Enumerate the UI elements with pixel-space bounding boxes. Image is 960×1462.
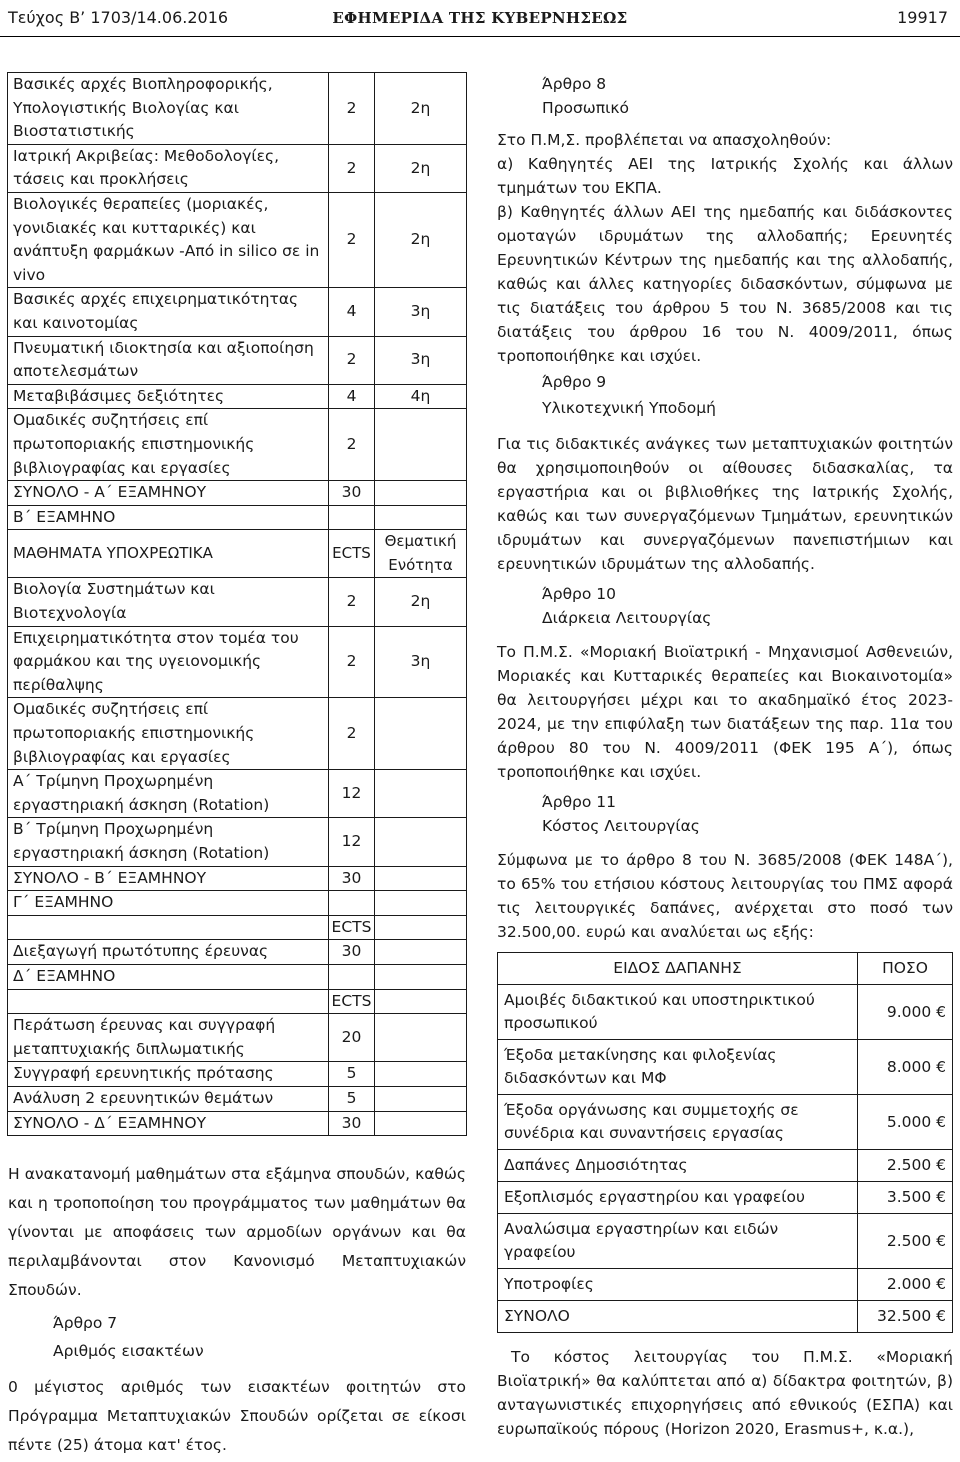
course-ects: 12 [329, 818, 375, 866]
column-header-ects: ECTS [329, 530, 375, 578]
empty-cell [329, 891, 375, 916]
semester-d-title: Δ΄ ΕΞΑΜΗΝΟ [8, 964, 329, 989]
empty-cell [8, 989, 329, 1014]
page-number: 19917 [897, 8, 948, 27]
course-ects: 30 [329, 1111, 375, 1136]
article9-subtitle: Υλικοτεχνική Υποδομή [542, 399, 716, 417]
course-row [8, 1062, 467, 1087]
semester-c-title-row [8, 891, 467, 916]
cost-header-amount: ΠΟΣΟ [858, 953, 953, 985]
article11-paragraph: Σύμφωνα με το άρθρο 8 του Ν. 3685/2008 (ΦΕΚ 148Α΄), το 65% του ετήσιου κόστους λειτουργίας του ΠΜΣ αφορά τις λειτουργικές δαπάνες, ανέρχεται στο ποσό των 32.500,00. ευρώ και αναλύεται ως εξής: [497, 851, 953, 941]
course-row [8, 866, 467, 891]
cost-row [498, 1182, 953, 1214]
semester-d-title-row [8, 964, 467, 989]
course-unit: 2η [375, 192, 467, 287]
empty-cell [375, 940, 467, 965]
cost-amount: 32.500 € [858, 1301, 953, 1333]
article10-paragraph: Το Π.Μ.Σ. «Μοριακή Βιοϊατρική - Μηχανισμοί Ασθενειών, Μοριακές και Κυτταρικές θεραπείες και Βιοκαινοτομία» θα λειτουργήσει μέχρι και το ακαδημαϊκό έτος 2023-2024, με την επιφύλαξη των διατάξεων της παρ. 11α του άρθρου 80 του Ν. 4009/2011 (ΦΕΚ 195 Α΄), όπως τροποποιήθηκε και ισχύει. [497, 643, 953, 781]
cost-type: Αναλώσιμα εργαστηρίων και ειδών γραφείου [498, 1214, 858, 1269]
course-row [8, 409, 467, 481]
course-unit: 2η [375, 578, 467, 626]
course-row [8, 578, 467, 626]
cost-amount: 5.000 € [858, 1095, 953, 1150]
article8-subtitle: Προσωπικό [542, 99, 629, 117]
article8-title: Άρθρο 8 [542, 75, 607, 93]
article8-item-b: β) Καθηγητές άλλων ΑΕΙ της ημεδαπής και διδάσκοντες ομοταγών ιδρυμάτων της αλλοδαπής; Ερευνητές Ερευνητικών Κέντρων της ημεδαπής και της αλλοδαπής, καθώς και άλλες κατηγορίες διδασκόντων, σύμφωνα με τις διατάξεις του άρθρου 5 του Ν. 3685/2008 και τις διατάξεις του άρθρου 16 του Ν. 4009/2011, όπως τροποποιήθηκε και ισχύει. [497, 203, 953, 365]
article10-subtitle: Διάρκεια Λειτουργίας [542, 609, 712, 627]
course-row [8, 481, 467, 506]
empty-cell [375, 505, 467, 530]
article11-subtitle: Κόστος Λειτουργίας [542, 817, 700, 835]
empty-cell [375, 1086, 467, 1111]
course-row [8, 1014, 467, 1062]
course-name: Διεξαγωγή πρωτότυπης έρευνας [8, 940, 329, 965]
course-row [8, 770, 467, 818]
course-row [8, 336, 467, 384]
course-row [8, 73, 467, 145]
course-unit: 3η [375, 626, 467, 698]
cost-row [498, 1269, 953, 1301]
empty-cell [375, 989, 467, 1014]
semester-c-title: Γ΄ ΕΞΑΜΗΝΟ [8, 891, 329, 916]
cost-type: Έξοδα οργάνωσης και συμμετοχής σε συνέδρια και συναντήσεις εργασίας [498, 1095, 858, 1150]
curriculum-table [7, 72, 467, 1136]
semester-d-header-row [8, 989, 467, 1014]
course-ects: 2 [329, 144, 375, 192]
course-name: Βασικές αρχές επιχειρηματικότητας και καινοτομίας [8, 288, 329, 336]
empty-cell [375, 1111, 467, 1136]
cost-row [498, 1040, 953, 1095]
page-header [0, 0, 960, 37]
course-name: Βιολογία Συστημάτων και Βιοτεχνολογία [8, 578, 329, 626]
course-row [8, 288, 467, 336]
course-row [8, 384, 467, 409]
cost-amount: 3.500 € [858, 1182, 953, 1214]
article11-title: Άρθρο 11 [542, 793, 617, 811]
course-name: ΣΥΝΟΛΟ - Α΄ ΕΞΑΜΗΝΟΥ [8, 481, 329, 506]
course-name: Ομαδικές συζητήσεις επί πρωτοποριακής επιστημονικής βιβλιογραφίας και εργασίες [8, 409, 329, 481]
cost-table-header [498, 953, 953, 985]
course-ects: 2 [329, 336, 375, 384]
semester-b-title: Β΄ ΕΞΑΜΗΝΟ [8, 505, 329, 530]
course-name: Βασικές αρχές Βιοπληροφορικής, Υπολογιστικής Βιολογίας και Βιοστατιστικής [8, 73, 329, 145]
cost-table [497, 952, 953, 1333]
semester-b-title-row [8, 505, 467, 530]
semester-c-header-row [8, 915, 467, 940]
course-unit: 3η [375, 336, 467, 384]
cost-type: Υποτροφίες [498, 1269, 858, 1301]
semester-b-header-row [8, 530, 467, 578]
course-unit: 4η [375, 384, 467, 409]
cost-type: ΣΥΝΟΛΟ [498, 1301, 858, 1333]
course-row [8, 818, 467, 866]
course-ects: 2 [329, 698, 375, 770]
column-header-course: ΜΑΘΗΜΑΤΑ ΥΠΟΧΡΕΩΤΙΚΑ [8, 530, 329, 578]
empty-cell [8, 915, 329, 940]
course-ects: 2 [329, 626, 375, 698]
course-unit: 3η [375, 288, 467, 336]
course-name: Βιολογικές θεραπείες (μοριακές, γονιδιακές και κυτταρικές) και ανάπτυξη φαρμάκων -Από in silico σε in vivo [8, 192, 329, 287]
course-row [8, 144, 467, 192]
closing-paragraph: Το κόστος λειτουργίας του Π.Μ.Σ. «Μοριακή Βιοϊατρική» θα καλύπτεται από α) δίδακτρα φοιτητών, β) ανταγωνιστικές επιχορηγήσεις από εθνικούς (ΕΣΠΑ) και ευρωπαϊκούς πόρους (Horizon 2020, Erasmus+, κ.α.), [497, 1348, 953, 1438]
redistribution-paragraph: Η ανακατανομή μαθημάτων στα εξάμηνα σπουδών, καθώς και η τροποποίηση του προγράμματος των μαθημάτων θα γίνονται με αποφάσεις των αρμοδίων οργάνων και θα περιλαμβάνονται στον Κανονισμό Μεταπτυχιακών Σπουδών. [8, 1165, 466, 1299]
course-row [8, 698, 467, 770]
course-ects: 4 [329, 384, 375, 409]
course-ects: 2 [329, 409, 375, 481]
cost-type: Εξοπλισμός εργαστηρίου και γραφείου [498, 1182, 858, 1214]
course-ects: 30 [329, 866, 375, 891]
cost-amount: 2.000 € [858, 1269, 953, 1301]
cost-type: Αμοιβές διδακτικού και υποστηρικτικού προσωπικού [498, 985, 858, 1040]
left-column-text [8, 1160, 466, 1460]
course-name: Ομαδικές συζητήσεις επί πρωτοποριακής επιστημονικής βιβλιογραφίας και εργασίες [8, 698, 329, 770]
cost-row [498, 1301, 953, 1333]
column-header-unit: Θεματική Ενότητα [375, 530, 467, 578]
course-name: Α΄ Τρίμηνη Προχωρημένη εργαστηριακή άσκηση (Rotation) [8, 770, 329, 818]
article8-item-a: α) Καθηγητές ΑΕΙ της Ιατρικής Σχολής και άλλων τμημάτων του ΕΚΠΑ. [497, 155, 953, 197]
cost-amount: 2.500 € [858, 1214, 953, 1269]
issue-number: Τεύχος Β’ 1703/14.06.2016 [8, 8, 229, 27]
cost-amount: 2.500 € [858, 1150, 953, 1182]
course-row [8, 940, 467, 965]
course-ects: 2 [329, 73, 375, 145]
cost-header-type: ΕΙΔΟΣ ΔΑΠΑΝΗΣ [498, 953, 858, 985]
course-unit: 2η [375, 73, 467, 145]
course-ects: 2 [329, 192, 375, 287]
course-name: Β΄ Τρίμηνη Προχωρημένη εργαστηριακή άσκηση (Rotation) [8, 818, 329, 866]
course-name: ΣΥΝΟΛΟ - Δ΄ ΕΞΑΜΗΝΟΥ [8, 1111, 329, 1136]
empty-cell [375, 1062, 467, 1087]
empty-cell [375, 1014, 467, 1062]
course-row [8, 192, 467, 287]
course-unit [375, 698, 467, 770]
course-ects: 5 [329, 1062, 375, 1087]
course-row [8, 1111, 467, 1136]
article10-title: Άρθρο 10 [542, 585, 617, 603]
course-ects: 12 [329, 770, 375, 818]
course-unit [375, 481, 467, 506]
course-name: Επιχειρηματικότητα στον τομέα του φαρμάκου και της υγειονομικής περίθαλψης [8, 626, 329, 698]
cost-row [498, 1150, 953, 1182]
course-unit: 2η [375, 144, 467, 192]
empty-cell [329, 505, 375, 530]
empty-cell [329, 964, 375, 989]
article7-paragraph: 0 μέγιστος αριθμός των εισακτέων φοιτητών στο Πρόγραμμα Μεταπτυχιακών Σπουδών ορίζεται σε είκοσι πέντε (25) άτομα κατ' έτος. [8, 1378, 466, 1454]
course-unit [375, 770, 467, 818]
course-name: Περάτωση έρευνας και συγγραφή μεταπτυχιακής διπλωματικής [8, 1014, 329, 1062]
course-ects: 4 [329, 288, 375, 336]
course-unit [375, 818, 467, 866]
article9-paragraph: Για τις διδακτικές ανάγκες των μεταπτυχιακών φοιτητών θα χρησιμοποιηθούν οι αίθουσες διδασκαλίας, τα εργαστήρια και οι βιβλιοθήκες της Ιατρικής Σχολής, καθώς και των συνεργαζόμενων Τμημάτων, ερευνητικών ιδρυμάτων και συνεργαζόμενων πανεπιστήμιων και ερευνητικών ιδρυμάτων της αλλοδαπής. [497, 435, 953, 573]
empty-cell [375, 891, 467, 916]
course-ects: 30 [329, 481, 375, 506]
course-ects: 2 [329, 578, 375, 626]
cost-type: Έξοδα μετακίνησης και φιλοξενίας διδασκόντων και ΜΦ [498, 1040, 858, 1095]
course-name: Μεταβιβάσιμες δεξιότητες [8, 384, 329, 409]
course-name: Συγγραφή ερευνητικής πρότασης [8, 1062, 329, 1087]
course-unit [375, 866, 467, 891]
column-header-ects: ECTS [329, 989, 375, 1014]
cost-amount: 9.000 € [858, 985, 953, 1040]
course-ects: 20 [329, 1014, 375, 1062]
empty-cell [375, 915, 467, 940]
course-ects: 5 [329, 1086, 375, 1111]
article7-title: Άρθρο 7 [53, 1314, 118, 1332]
course-name: ΣΥΝΟΛΟ - Β΄ ΕΞΑΜΗΝΟΥ [8, 866, 329, 891]
cost-row [498, 985, 953, 1040]
course-name: Ανάλυση 2 ερευνητικών θεμάτων [8, 1086, 329, 1111]
column-header-ects: ECTS [329, 915, 375, 940]
empty-cell [375, 964, 467, 989]
article8-intro: Στο Π.Μ,Σ. προβλέπεται να απασχοληθούν: [497, 131, 832, 149]
cost-row [498, 1095, 953, 1150]
course-name: Ιατρική Ακριβείας: Μεθοδολογίες, τάσεις και προκλήσεις [8, 144, 329, 192]
cost-amount: 8.000 € [858, 1040, 953, 1095]
cost-type: Δαπάνες Δημοσιότητας [498, 1150, 858, 1182]
cost-row [498, 1214, 953, 1269]
course-row [8, 626, 467, 698]
course-ects: 30 [329, 940, 375, 965]
course-unit [375, 409, 467, 481]
article7-subtitle: Αριθμός εισακτέων [53, 1342, 204, 1360]
article9-title: Άρθρο 9 [542, 373, 607, 391]
gazette-title: ΕΦΗΜΕΡΙΔΑ ΤΗΣ ΚΥΒΕΡΝΗΣΕΩΣ [332, 9, 628, 27]
course-row [8, 1086, 467, 1111]
right-column-text [497, 72, 953, 1441]
course-name: Πνευματική ιδιοκτησία και αξιοποίηση αποτελεσμάτων [8, 336, 329, 384]
